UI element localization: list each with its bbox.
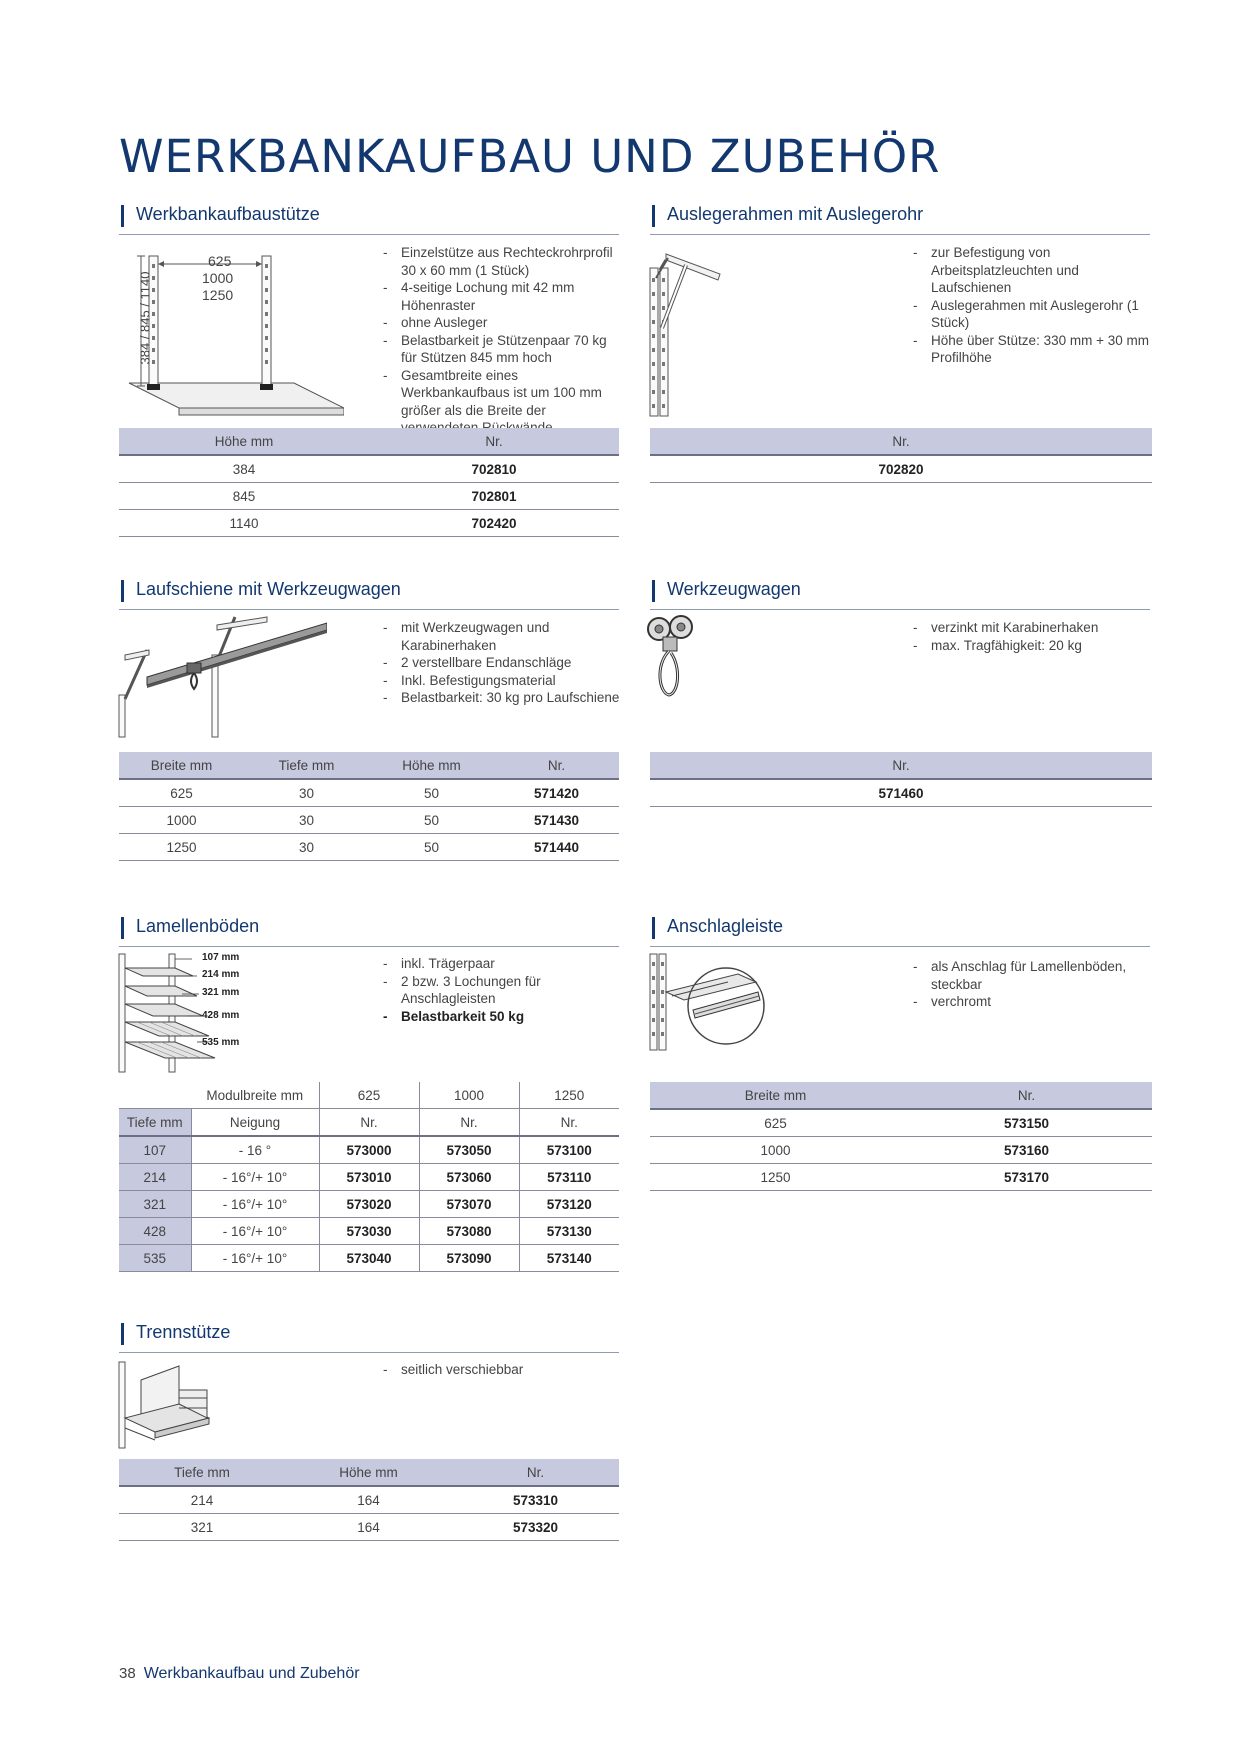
table-row <box>650 1137 1152 1164</box>
table-row <box>119 1486 619 1514</box>
table-row <box>119 455 619 483</box>
section-laufschiene <box>119 575 619 610</box>
section-title: Auslegerahmen mit Auslegerohr <box>667 204 924 224</box>
product-table-werkzeugwagen <box>650 752 1152 807</box>
depth-label-107: 107 mm <box>202 952 240 963</box>
cell-depth: 428 <box>119 1218 191 1245</box>
column-header: Höhe mm <box>285 1459 452 1486</box>
cell-height: 164 <box>285 1514 452 1541</box>
table-row <box>119 779 619 807</box>
cell-inclination: - 16 ° <box>191 1136 319 1164</box>
column-header: Breite mm <box>650 1082 901 1109</box>
section-title: Trennstütze <box>136 1322 231 1342</box>
cell-article-number: 573090 <box>419 1245 519 1272</box>
cell-depth: 535 <box>119 1245 191 1272</box>
section-title: Werkbankaufbaustütze <box>136 204 320 224</box>
product-table-laufschiene <box>119 752 619 861</box>
cell-article-number: 702420 <box>369 510 619 537</box>
cell-article-number: 702810 <box>369 455 619 483</box>
section-werkzeugwagen <box>650 575 1150 610</box>
depth-label-535: 535 mm <box>202 1037 240 1048</box>
features-list <box>383 1361 623 1379</box>
dimension-label-width-625: 625 <box>208 253 232 269</box>
feature-item: - Inkl. Befestigungsmaterial <box>383 672 623 690</box>
depth-label-321: 321 mm <box>202 987 240 998</box>
cell-article-number: 573120 <box>519 1191 619 1218</box>
cell-depth: 321 <box>119 1514 285 1541</box>
feature-item: - mit Werkzeugwagen und Karabinerhaken <box>383 619 623 654</box>
column-header: Nr. <box>650 428 1152 455</box>
cell-height: 164 <box>285 1486 452 1514</box>
cell-depth: 321 <box>119 1191 191 1218</box>
column-header: 1250 <box>519 1082 619 1109</box>
stop-bar-illustration <box>648 952 773 1052</box>
feature-item: - Auslegerahmen mit Auslegerohr (1 Stück) <box>913 297 1153 332</box>
column-header: Nr. <box>494 752 619 779</box>
cell-height: 50 <box>369 807 494 834</box>
cell-article-number: 573020 <box>319 1191 419 1218</box>
footer-title: Werkbankaufbau und Zubehör <box>143 1665 360 1682</box>
section-header <box>650 575 1150 610</box>
section-header <box>119 1318 619 1353</box>
section-marker <box>652 580 655 602</box>
section-marker <box>121 205 124 227</box>
dimension-label-width-1000: 1000 <box>202 270 234 286</box>
cell-width: 1000 <box>119 807 244 834</box>
section-title: Laufschiene mit Werkzeugwagen <box>136 579 401 599</box>
cell-width: 625 <box>119 779 244 807</box>
empty-header-cell <box>119 1082 191 1109</box>
page-title: WERKBANKAUFBAU UND ZUBEHÖR <box>119 130 941 183</box>
table-row <box>119 1218 619 1245</box>
section-werkbankaufbaustuetze <box>119 200 619 235</box>
table-row <box>119 834 619 861</box>
feature-item: - 2 bzw. 3 Lochungen für Anschlagleisten <box>383 973 623 1008</box>
table-row <box>119 510 619 537</box>
feature-item: - als Anschlag für Lamellenböden, steckbar <box>913 958 1153 993</box>
cell-article-number: 573040 <box>319 1245 419 1272</box>
dimension-label-height: 384 / 845 / 1140 <box>137 271 153 365</box>
dimension-label-width-1250: 1250 <box>202 287 234 303</box>
column-header: Neigung <box>191 1109 319 1137</box>
section-marker <box>652 917 655 939</box>
cell-inclination: - 16°/+ 10° <box>191 1164 319 1191</box>
column-header: Nr. <box>419 1109 519 1137</box>
section-header <box>119 912 619 947</box>
page-footer <box>119 1665 360 1683</box>
table-row <box>650 779 1152 807</box>
cell-article-number: 573140 <box>519 1245 619 1272</box>
feature-item: - Belastbarkeit 50 kg <box>383 1008 623 1026</box>
features-list <box>913 619 1153 654</box>
feature-item: - inkl. Trägerpaar <box>383 955 623 973</box>
section-marker <box>121 1323 124 1345</box>
cell-article-number: 573160 <box>901 1137 1152 1164</box>
section-header <box>650 912 1150 947</box>
table-row <box>650 1109 1152 1137</box>
section-trennstuetze <box>119 1318 619 1353</box>
section-title: Anschlagleiste <box>667 916 784 936</box>
cell-height: 50 <box>369 834 494 861</box>
cell-width: 1250 <box>650 1164 901 1191</box>
column-header: Nr. <box>452 1459 619 1486</box>
feature-item: - verchromt <box>913 993 1153 1011</box>
feature-item: - ohne Ausleger <box>383 314 623 332</box>
product-table-auslegerahmen <box>650 428 1152 483</box>
column-header: Höhe mm <box>119 428 369 455</box>
cell-depth: 214 <box>119 1164 191 1191</box>
features-list <box>383 244 623 437</box>
cell-width: 1250 <box>119 834 244 861</box>
cell-inclination: - 16°/+ 10° <box>191 1218 319 1245</box>
feature-item: - 4-seitige Lochung mit 42 mm Höhenraster <box>383 279 623 314</box>
cell-article-number: 573000 <box>319 1136 419 1164</box>
section-lamellenboeden <box>119 912 619 947</box>
cell-height: 845 <box>119 483 369 510</box>
feature-item: - Belastbarkeit: 30 kg pro Laufschiene <box>383 689 623 707</box>
feature-item: - max. Tragfähigkeit: 20 kg <box>913 637 1153 655</box>
column-header: Höhe mm <box>369 752 494 779</box>
cell-article-number: 573310 <box>452 1486 619 1514</box>
product-table-lamellenboeden <box>119 1082 619 1272</box>
product-table-werkbankaufbaustuetze <box>119 428 619 537</box>
section-title: Werkzeugwagen <box>667 579 801 599</box>
cell-inclination: - 16°/+ 10° <box>191 1245 319 1272</box>
table-row <box>119 483 619 510</box>
cell-article-number: 573110 <box>519 1164 619 1191</box>
cell-article-number: 573170 <box>901 1164 1152 1191</box>
column-header: Nr. <box>369 428 619 455</box>
section-header <box>119 200 619 235</box>
product-table-trennstuetze <box>119 1459 619 1541</box>
features-list <box>913 244 1153 367</box>
page-number: 38 <box>119 1665 136 1682</box>
cell-depth: 30 <box>244 807 369 834</box>
feature-item: - seitlich verschiebbar <box>383 1361 623 1379</box>
section-anschlagleiste <box>650 912 1150 947</box>
cell-width: 625 <box>650 1109 901 1137</box>
rail-with-trolley-illustration <box>117 615 327 740</box>
table-row <box>119 1514 619 1541</box>
table-row <box>119 807 619 834</box>
cell-article-number: 573050 <box>419 1136 519 1164</box>
cell-article-number: 573150 <box>901 1109 1152 1137</box>
column-header: Nr. <box>319 1109 419 1137</box>
depth-label-428: 428 mm <box>202 1010 240 1021</box>
features-list <box>913 958 1153 1011</box>
cell-depth: 107 <box>119 1136 191 1164</box>
product-table-anschlagleiste <box>650 1082 1152 1191</box>
cell-article-number: 573080 <box>419 1218 519 1245</box>
cell-article-number: 573320 <box>452 1514 619 1541</box>
section-marker <box>121 580 124 602</box>
cell-article-number: 573010 <box>319 1164 419 1191</box>
section-auslegerahmen <box>650 200 1150 235</box>
column-header: Nr. <box>650 752 1152 779</box>
column-header: Tiefe mm <box>119 1109 191 1137</box>
feature-item: - Einzelstütze aus Rechteckrohrprofil 30 x 60 mm (1 Stück) <box>383 244 623 279</box>
cell-article-number: 573100 <box>519 1136 619 1164</box>
section-title: Lamellenböden <box>136 916 260 936</box>
cell-article-number: 571460 <box>650 779 1152 807</box>
cell-article-number: 573030 <box>319 1218 419 1245</box>
cell-article-number: 571440 <box>494 834 619 861</box>
divider-illustration <box>117 1360 212 1450</box>
cell-article-number: 573060 <box>419 1164 519 1191</box>
column-header: Tiefe mm <box>244 752 369 779</box>
table-row <box>119 1164 619 1191</box>
depth-label-214: 214 mm <box>202 969 240 980</box>
column-header: Tiefe mm <box>119 1459 285 1486</box>
cantilever-frame-illustration <box>648 248 728 418</box>
cell-depth: 30 <box>244 779 369 807</box>
cell-article-number: 702801 <box>369 483 619 510</box>
cell-article-number: 573130 <box>519 1218 619 1245</box>
table-row <box>650 1164 1152 1191</box>
cell-inclination: - 16°/+ 10° <box>191 1191 319 1218</box>
column-header: Breite mm <box>119 752 244 779</box>
feature-item: - 2 verstellbare Endanschläge <box>383 654 623 672</box>
feature-item: - Belastbarkeit je Stützenpaar 70 kg für Stützen 845 mm hoch <box>383 332 623 367</box>
features-list <box>383 619 623 707</box>
table-row <box>650 455 1152 483</box>
column-header: Modulbreite mm <box>191 1082 319 1109</box>
feature-item: - Gesamtbreite eines Werkbankaufbaus ist um 100 mm größer als die Breite der <box>383 367 623 437</box>
features-list <box>383 955 623 1025</box>
column-header: Nr. <box>519 1109 619 1137</box>
column-header: 625 <box>319 1082 419 1109</box>
cell-article-number: 571430 <box>494 807 619 834</box>
section-header <box>650 200 1150 235</box>
table-row <box>119 1191 619 1218</box>
feature-item: - Höhe über Stütze: 330 mm + 30 mm Profilhöhe <box>913 332 1153 367</box>
column-header: Nr. <box>901 1082 1152 1109</box>
feature-item: - zur Befestigung von Arbeitsplatzleuchten und Laufschienen <box>913 244 1153 297</box>
section-marker <box>652 205 655 227</box>
table-row <box>119 1136 619 1164</box>
column-header: 1000 <box>419 1082 519 1109</box>
cell-article-number: 702820 <box>650 455 1152 483</box>
table-row <box>119 1245 619 1272</box>
section-marker <box>121 917 124 939</box>
cell-article-number: 571420 <box>494 779 619 807</box>
cell-height: 384 <box>119 455 369 483</box>
cell-depth: 30 <box>244 834 369 861</box>
section-header <box>119 575 619 610</box>
tool-trolley-illustration <box>645 615 700 700</box>
cell-article-number: 573070 <box>419 1191 519 1218</box>
feature-item: - verzinkt mit Karabinerhaken <box>913 619 1153 637</box>
cell-height: 1140 <box>119 510 369 537</box>
cell-width: 1000 <box>650 1137 901 1164</box>
cell-depth: 214 <box>119 1486 285 1514</box>
cell-height: 50 <box>369 779 494 807</box>
